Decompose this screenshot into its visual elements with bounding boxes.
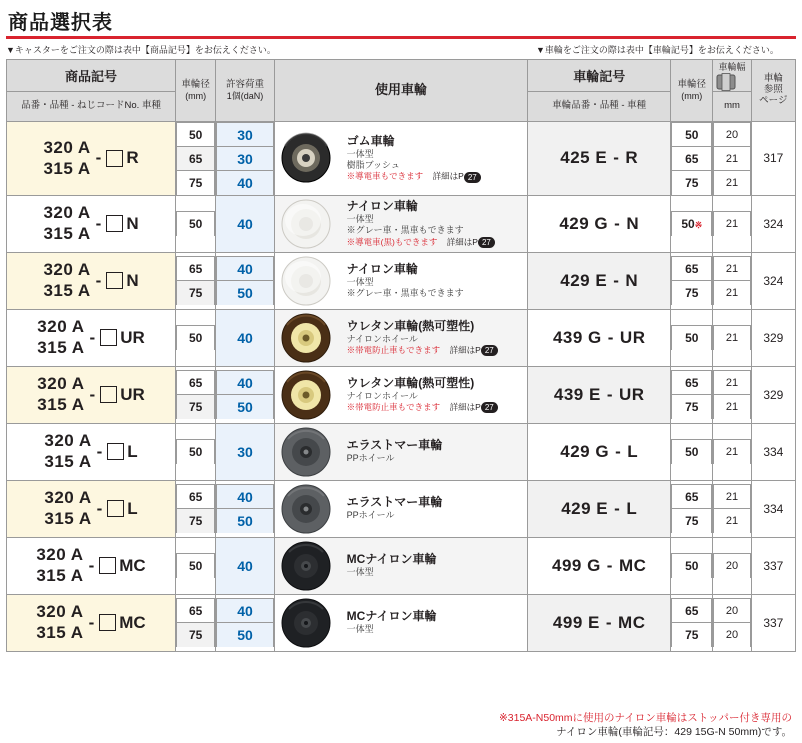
wheel-mark-dash: ‐ <box>607 327 614 347</box>
code-dash: ‐ <box>95 148 102 168</box>
wheel-page-value: 334 <box>763 444 784 459</box>
use-wheel-sub: ※グレー車・黒車もできます <box>346 225 464 236</box>
wheel-mark-dia-value: 75 <box>672 623 712 647</box>
use-wheel-note: ※導電車(黒)もできます 詳細はP 27 <box>347 237 528 248</box>
wheel-dia-cell <box>176 480 216 537</box>
wheel-mark-suffix: L <box>626 498 638 518</box>
use-wheel-sub: ※グレー車・黒車もできます <box>346 288 464 298</box>
wheel-dia-value: 65 <box>177 257 215 281</box>
load-capacity-cell <box>216 423 274 480</box>
product-code-cell <box>7 594 176 651</box>
product-code-cell <box>7 480 176 537</box>
load-value: 30 <box>217 147 273 171</box>
detail-page-ref: 詳細はP <box>442 345 481 355</box>
header-group-code: 商品記号 <box>7 60 176 92</box>
wheel-dia-value: 75 <box>177 171 215 195</box>
wheel-mark-suffix: MC <box>618 612 646 632</box>
wheel-mark-code: 439 E <box>553 384 601 404</box>
product-code-line: 320 A <box>44 488 92 507</box>
load-capacity-cell <box>216 195 274 252</box>
header-dia2 <box>671 60 713 122</box>
wheel-page-value: 337 <box>763 615 784 630</box>
page-title: 商品選択表 <box>8 12 113 34</box>
detail-page-ref: 詳細はP <box>442 402 481 412</box>
wheel-dia-value: 75 <box>177 623 215 647</box>
screw-code-box[interactable] <box>107 443 124 460</box>
wheel-page-cell[interactable] <box>751 252 795 309</box>
wheel-dia-value: 50 <box>177 212 215 236</box>
table-row <box>7 537 796 594</box>
load-value: 30 <box>237 443 253 460</box>
wheel-mark-dia-value: 75 <box>672 281 712 305</box>
product-code-cell <box>7 195 176 252</box>
use-wheel-note: ※帯電防止車もできます 詳細はP 27 <box>347 402 528 413</box>
wheel-page-value: 324 <box>763 216 784 231</box>
code-suffix: MC <box>119 612 146 632</box>
wheel-width-cell <box>713 195 751 252</box>
header-mark-sub: 車輪品番・品種 ‐ 車種 <box>528 92 671 122</box>
header-group-mark: 車輪記号 <box>528 60 671 92</box>
wheel-mark-dia-cell <box>671 122 713 196</box>
wheel-mark-dash: ‐ <box>614 498 621 518</box>
wheel-page-cell[interactable] <box>751 423 795 480</box>
wheel-mark-suffix: MC <box>618 555 647 575</box>
wheel-width-value: 20 <box>714 599 750 623</box>
use-wheel-title: ウレタン車輪(熱可塑性) <box>346 318 475 333</box>
wheel-mark-cell <box>528 122 671 196</box>
elastomer-wheel-icon <box>275 424 337 480</box>
product-code-line: 320 A <box>37 374 85 393</box>
wheel-width-cell <box>713 252 751 309</box>
code-dash: ‐ <box>96 498 103 518</box>
wheel-dia-cell <box>176 423 216 480</box>
mc-nylon-wheel-icon <box>275 538 337 594</box>
urethane-wheel-icon <box>275 310 337 366</box>
code-dash: ‐ <box>88 612 95 632</box>
product-code-line: 315 A <box>43 281 91 300</box>
product-code-line: 315 A <box>36 566 84 585</box>
wheel-width-value: 21 <box>714 440 750 464</box>
header-dia-unit: (mm) <box>185 90 207 101</box>
wheel-page-value: 334 <box>763 501 784 516</box>
wheel-mark-code: 499 G <box>551 555 601 575</box>
title-rule <box>6 36 796 39</box>
product-code-line: 320 A <box>43 203 91 222</box>
load-value: 30 <box>217 123 273 147</box>
wheel-width-cell <box>713 366 751 423</box>
detail-page-badge: 27 <box>481 345 498 356</box>
product-code-line: 320 A <box>36 545 84 564</box>
wheel-width-value: 21 <box>714 509 750 533</box>
table-row <box>7 594 796 651</box>
use-wheel-sub: PPホイール <box>346 453 395 464</box>
wheel-mark-suffix: UR <box>619 327 646 347</box>
note-left: ▼キャスターをご注文の際は表中【商品記号】をお伝えください。 <box>6 45 276 55</box>
table-body <box>7 122 796 652</box>
wheel-width-value: 20 <box>714 623 750 647</box>
wheel-mark-suffix: UR <box>618 384 645 404</box>
wheel-page-cell[interactable] <box>751 537 795 594</box>
wheel-mark-suffix: N <box>625 270 639 290</box>
wheel-dia-value: 65 <box>177 599 215 623</box>
code-dash: ‐ <box>95 270 102 290</box>
header-load <box>216 60 274 122</box>
use-wheel-sub: 一体型 <box>346 276 374 287</box>
wheel-width-value: 21 <box>714 257 750 281</box>
load-value: 50 <box>217 395 273 419</box>
use-wheel-cell <box>274 195 528 252</box>
wheel-mark-dia-value: 50 <box>672 326 712 350</box>
wheel-mark-code: 429 E <box>561 498 609 518</box>
screw-code-box[interactable] <box>100 386 117 403</box>
product-code-line: 320 A <box>43 137 91 157</box>
wheel-mark-dia-cell <box>671 480 713 537</box>
wheel-page-cell[interactable] <box>751 594 795 651</box>
code-suffix: N <box>126 270 139 290</box>
use-wheel-sub: ナイロンホイール <box>346 390 418 401</box>
wheel-dia-cell <box>176 366 216 423</box>
use-wheel-cell <box>274 366 528 423</box>
wheel-mark-dia-cell <box>671 594 713 651</box>
use-wheel-note: ※帯電防止車もできます 詳細はP 27 <box>347 345 528 356</box>
wheel-mark-dia-value: 65 <box>672 147 712 171</box>
wheel-mark-cell <box>528 594 671 651</box>
header-width-label: 車輪幅 <box>718 62 746 72</box>
wheel-width-value: 21 <box>714 371 750 395</box>
use-wheel-title: エラストマー車輪 <box>346 438 443 453</box>
footer-line2: ナイロン車輪(車輪記号：429 15G-N 50mm)です。 <box>556 725 792 738</box>
header-use-wheel: 使用車輪 <box>274 60 528 122</box>
screw-code-box[interactable] <box>106 215 123 232</box>
wheel-mark-dash: ‐ <box>605 612 613 632</box>
wheel-mark-cell <box>528 537 671 594</box>
wheel-width-cell <box>713 423 751 480</box>
wheel-dia-value: 50 <box>177 123 215 147</box>
product-code-line: 320 A <box>36 602 84 621</box>
wheel-dia-value: 65 <box>177 485 215 509</box>
product-code-line: 315 A <box>44 509 92 528</box>
selection-table <box>6 59 796 652</box>
header-dia2-unit: (mm) <box>681 90 703 101</box>
wheel-page-value: 329 <box>763 330 784 345</box>
use-wheel-cell <box>274 423 528 480</box>
table-header <box>7 60 796 122</box>
load-value: 40 <box>217 171 273 195</box>
wheel-page-value: 337 <box>763 558 784 573</box>
load-capacity-cell <box>216 480 274 537</box>
load-value: 40 <box>217 599 273 623</box>
header-page: 車輪 参照 ページ <box>751 60 795 122</box>
detail-page-ref: 詳細はP <box>439 236 478 247</box>
wheel-mark-suffix: N <box>626 213 640 233</box>
load-value: 40 <box>217 257 273 281</box>
code-suffix: N <box>126 213 139 233</box>
wheel-width-value: 21 <box>714 147 750 171</box>
load-capacity-cell <box>216 252 274 309</box>
table-row <box>7 423 796 480</box>
load-capacity-cell <box>216 366 274 423</box>
product-code-cell <box>7 252 176 309</box>
wheel-mark-dia-cell <box>671 366 713 423</box>
wheel-mark-dia-value: 65 <box>672 599 712 623</box>
wheel-mark-dash: ‐ <box>613 270 620 290</box>
wheel-mark-cell <box>528 423 671 480</box>
product-code-line: 315 A <box>44 452 92 471</box>
load-value: 40 <box>217 371 273 395</box>
detail-page-badge: 27 <box>478 237 495 248</box>
wheel-dia-value: 65 <box>177 147 215 171</box>
load-value: 50 <box>217 623 273 647</box>
header-width-unit: mm <box>713 92 751 122</box>
code-suffix: R <box>126 148 139 168</box>
wheel-mark-dia-value: 65 <box>672 371 712 395</box>
wheel-dia-cell <box>176 122 216 196</box>
wheel-dia-value: 75 <box>177 395 215 419</box>
product-code-line: 315 A <box>37 338 85 357</box>
table-row <box>7 252 796 309</box>
wheel-dia-cell <box>176 594 216 651</box>
nylon-wheel-white-icon <box>275 196 337 252</box>
wheel-mark-code: 439 G <box>552 327 602 347</box>
table-row <box>7 309 796 366</box>
product-code-cell <box>7 423 176 480</box>
wheel-width-cell <box>713 480 751 537</box>
code-dash: ‐ <box>89 327 96 347</box>
use-wheel-cell <box>274 594 528 651</box>
wheel-mark-dia-value: 65 <box>672 485 712 509</box>
wheel-mark-cell <box>528 366 671 423</box>
wheel-width-value: 20 <box>714 554 750 578</box>
load-value: 40 <box>237 329 253 346</box>
wheel-mark-dash: ‐ <box>606 555 613 575</box>
wheel-dia-cell <box>176 252 216 309</box>
wheel-mark-cell <box>528 309 671 366</box>
product-code-line: 320 A <box>44 431 92 450</box>
use-wheel-sub: 一体型 <box>346 567 374 578</box>
product-code-cell <box>7 122 176 196</box>
use-wheel-sub: PPホイール <box>346 510 395 521</box>
wheel-width-value: 21 <box>714 326 750 350</box>
screw-code-box[interactable] <box>99 614 116 631</box>
code-dash: ‐ <box>95 213 102 233</box>
table-row <box>7 195 796 252</box>
use-wheel-note: ※導電車もできます 詳細はP 27 <box>347 171 528 182</box>
wheel-mark-cell <box>528 252 671 309</box>
code-suffix: UR <box>120 327 145 347</box>
load-value: 50 <box>217 509 273 533</box>
mc-nylon-wheel-icon <box>275 595 337 651</box>
notes-row <box>6 43 796 56</box>
wheel-mark-suffix: R <box>625 148 639 168</box>
wheel-mark-dash: ‐ <box>606 384 613 404</box>
use-wheel-cell <box>274 480 528 537</box>
wheel-mark-dash: ‐ <box>613 148 620 168</box>
wheel-mark-dia-cell <box>671 252 713 309</box>
product-code-line: 315 A <box>36 623 84 642</box>
wheel-mark-code: 499 E <box>552 612 600 632</box>
wheel-mark-dash: ‐ <box>615 441 622 461</box>
wheel-page-cell[interactable] <box>751 122 795 196</box>
use-wheel-cell <box>274 252 528 309</box>
screw-code-box[interactable] <box>106 150 123 167</box>
wheel-page-cell[interactable] <box>751 366 795 423</box>
wheel-mark-code: 425 E <box>560 148 608 168</box>
code-dash: ‐ <box>89 384 96 404</box>
detail-page-badge: 27 <box>481 402 498 413</box>
code-dash: ‐ <box>88 555 95 575</box>
product-code-cell <box>7 366 176 423</box>
table-row <box>7 480 796 537</box>
wheel-width-icon <box>713 73 739 91</box>
wheel-page-cell[interactable] <box>751 480 795 537</box>
wheel-width-cell <box>713 537 751 594</box>
wheel-mark-cell <box>528 195 671 252</box>
header-dia <box>176 60 216 122</box>
code-suffix: L <box>127 498 138 518</box>
wheel-mark-code: 429 G <box>559 213 609 233</box>
code-dash: ‐ <box>96 441 103 461</box>
wheel-dia-value: 50 <box>177 440 215 464</box>
elastomer-wheel-icon <box>275 481 337 537</box>
wheel-mark-dash: ‐ <box>614 213 621 233</box>
wheel-mark-dia-value: 50 <box>672 440 712 464</box>
header-width <box>713 60 751 92</box>
use-wheel-cell <box>274 122 528 196</box>
use-wheel-title: MCナイロン車輪 <box>346 609 437 624</box>
load-value: 40 <box>237 557 253 574</box>
screw-code-box[interactable] <box>100 329 117 346</box>
wheel-dia-value: 75 <box>177 509 215 533</box>
wheel-dia-value: 50 <box>177 554 215 578</box>
load-capacity-cell <box>216 537 274 594</box>
footer-note <box>499 711 792 739</box>
wheel-mark-suffix: L <box>627 441 639 461</box>
wheel-mark-dia-value: 50 <box>672 123 712 147</box>
wheel-dia-value: 65 <box>177 371 215 395</box>
wheel-mark-dia-value: 75 <box>672 395 712 419</box>
detail-page-badge: 27 <box>464 172 481 183</box>
table-row <box>7 366 796 423</box>
note-right: ▼車輪をご注文の際は表中【車輪記号】をお伝えください。 <box>536 45 779 55</box>
wheel-mark-code: 429 E <box>560 270 608 290</box>
dia-star: ※ <box>694 220 703 230</box>
wheel-mark-dia-value: 75 <box>672 171 712 195</box>
screw-code-box[interactable] <box>107 500 124 517</box>
product-code-cell <box>7 537 176 594</box>
wheel-page-value: 317 <box>763 151 784 166</box>
wheel-page-value: 329 <box>763 387 784 402</box>
use-wheel-sub: 樹脂ブッシュ <box>346 160 400 171</box>
use-wheel-title: MCナイロン車輪 <box>346 552 437 567</box>
wheel-mark-dia-cell <box>671 309 713 366</box>
wheel-page-cell[interactable] <box>751 195 795 252</box>
header-dia2-label: 車輪径 <box>677 78 707 90</box>
wheel-width-value: 20 <box>714 123 750 147</box>
use-wheel-title: エラストマー車輪 <box>346 495 443 510</box>
wheel-mark-dia-value: 50※ <box>672 212 712 236</box>
wheel-dia-cell <box>176 537 216 594</box>
product-code-cell <box>7 309 176 366</box>
wheel-mark-code: 429 G <box>560 441 610 461</box>
screw-code-box[interactable] <box>106 272 123 289</box>
wheel-width-cell <box>713 309 751 366</box>
wheel-width-cell <box>713 594 751 651</box>
wheel-mark-dia-cell <box>671 537 713 594</box>
code-suffix: MC <box>119 555 146 575</box>
wheel-width-value: 21 <box>714 281 750 305</box>
load-capacity-cell <box>216 122 274 196</box>
use-wheel-sub: 一体型 <box>346 214 374 225</box>
use-wheel-title: ナイロン車輪 <box>346 261 418 276</box>
urethane-wheel-icon <box>275 367 337 423</box>
wheel-mark-cell <box>528 480 671 537</box>
code-suffix: L <box>127 441 138 461</box>
header-load-label: 許容荷重 <box>225 78 264 90</box>
use-wheel-sub: 一体型 <box>346 148 374 159</box>
wheel-mark-dia-value: 75 <box>672 509 712 533</box>
use-wheel-cell <box>274 309 528 366</box>
load-value: 40 <box>237 215 253 232</box>
load-value: 40 <box>217 485 273 509</box>
product-code-line: 315 A <box>43 224 91 243</box>
wheel-width-value: 21 <box>714 485 750 509</box>
wheel-width-value: 21 <box>714 395 750 419</box>
table-row <box>7 122 796 196</box>
wheel-mark-dia-cell <box>671 195 713 252</box>
code-suffix: UR <box>120 384 145 404</box>
wheel-dia-value: 75 <box>177 281 215 305</box>
product-code-line: 320 A <box>43 260 91 279</box>
use-wheel-title: ナイロン車輪 <box>346 199 418 214</box>
wheel-mark-dia-value: 50 <box>672 554 712 578</box>
load-capacity-cell <box>216 594 274 651</box>
wheel-dia-cell <box>176 195 216 252</box>
wheel-dia-value: 50 <box>177 326 215 350</box>
wheel-width-value: 21 <box>714 212 750 236</box>
use-wheel-title: ゴム車輪 <box>346 133 395 148</box>
nylon-wheel-white-icon <box>275 253 337 309</box>
screw-code-box[interactable] <box>99 557 116 574</box>
wheel-dia-cell <box>176 309 216 366</box>
header-code-sub: 品番・品種 ‐ ねじコードNo. 車種 <box>7 92 176 122</box>
use-wheel-title: ウレタン車輪(熱可塑性) <box>346 375 475 390</box>
wheel-width-cell <box>713 122 751 196</box>
wheel-mark-dia-value: 65 <box>672 257 712 281</box>
use-wheel-sub: 一体型 <box>346 624 374 635</box>
product-code-line: 320 A <box>37 317 85 336</box>
header-dia-label: 車輪径 <box>181 78 210 90</box>
product-code-line: 315 A <box>43 158 91 178</box>
product-code-line: 315 A <box>37 395 85 414</box>
detail-page-ref: 詳細はP <box>425 171 464 182</box>
footer-line1: ※315A-N50mmに使用のナイロン車輪はストッパー付き専用の <box>498 711 792 724</box>
rubber-wheel-icon <box>275 130 337 186</box>
wheel-page-value: 324 <box>763 273 784 288</box>
use-wheel-sub: ナイロンホイール <box>346 333 418 344</box>
load-capacity-cell <box>216 309 274 366</box>
use-wheel-cell <box>274 537 528 594</box>
load-value: 50 <box>217 281 273 305</box>
header-load-unit: 1個(daN) <box>226 90 264 101</box>
wheel-width-value: 21 <box>714 171 750 195</box>
wheel-mark-dia-cell <box>671 423 713 480</box>
wheel-page-cell[interactable] <box>751 309 795 366</box>
